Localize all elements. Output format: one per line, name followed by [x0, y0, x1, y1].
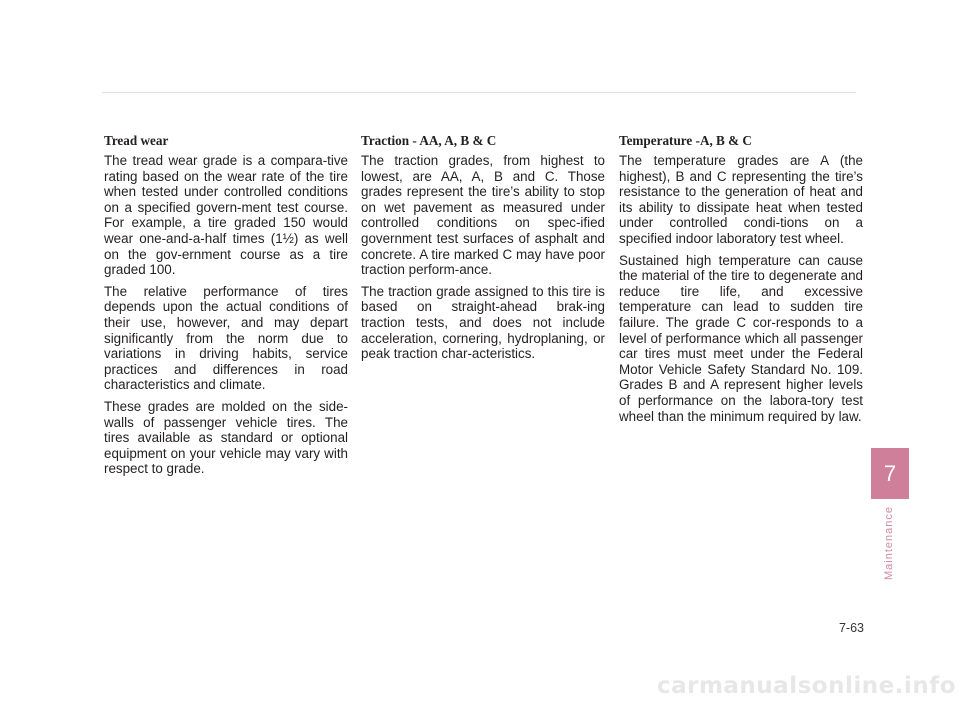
header-rule: [102, 92, 856, 93]
paragraph: The traction grade assigned to this tire is based on straight-ahead brak-ing traction tests, and does not include acceleration, cornering, hydroplaning, or peak traction char-acteristics.: [361, 283, 605, 362]
watermark: carmanualsonline.info: [656, 673, 956, 699]
column-temperature: [619, 132, 863, 430]
heading-tread-wear: Tread wear: [104, 133, 169, 148]
paragraph: The relative performance of tires depends upon the actual conditions of their use, however, and may depart significantly from the norm due to variations in driving habits, service practices and differences in road characteristics and climate.: [104, 283, 348, 393]
paragraph: These grades are molded on the side-walls of passenger vehicle tires. The tires available as standard or optional equipment on your vehicle may vary with respect to grade.: [104, 398, 348, 477]
page-number: 7-63: [838, 621, 864, 635]
paragraph: The temperature grades are A (the highest), B and C representing the tire’s resistance to the generation of heat and its ability to dissipate heat when tested under controlled condi-tions on a specified indoor laboratory test wheel.: [619, 153, 863, 246]
paragraph: Sustained high temperature can cause the material of the tire to degenerate and reduce tire life, and excessive temperature can lead to sudden tire failure. The grade C cor-responds to a level of performance which all passenger car tires must meet under the Federal Motor Vehicle Safety Standard No. 109. Grades B and A represent higher levels of performance on the labora-tory test wheel than the minimum required by law.: [619, 252, 863, 424]
column-traction: [361, 132, 605, 368]
column-tread-wear: [104, 132, 348, 483]
paragraph: The tread wear grade is a compara-tive rating based on the wear rate of the tire when tested under controlled conditions on a specified govern-ment test course. For example, a tire graded 150 would wear one-and-a-half times (1½) as well on the gov-ernment course as a tire graded 100.: [104, 153, 348, 278]
section-label: Maintenance: [883, 506, 895, 580]
heading-temperature: Temperature -A, B & C: [619, 133, 752, 148]
section-number-tab: 7: [871, 448, 909, 499]
paragraph: The traction grades, from highest to lowest, are AA, A, B and C. Those grades represent the tire’s ability to stop on wet pavement as measured under controlled conditions on spec-ified government test surfaces of asphalt and concrete. A tire marked C may have poor traction perform-ance.: [361, 153, 605, 278]
heading-traction: Traction - AA, A, B & C: [361, 133, 497, 148]
